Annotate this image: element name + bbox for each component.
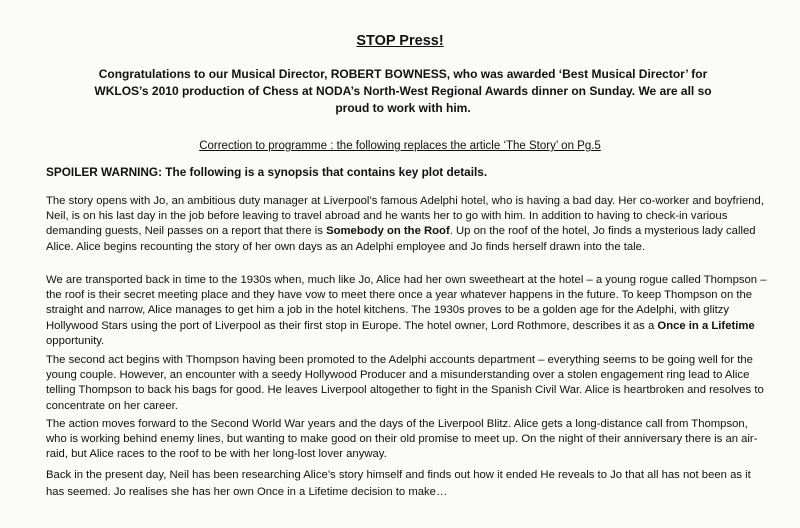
synopsis-paragraph-5: Back in the present day, Neil has been researching Alice’s story himself and finds out how it ended He reveals to Jo that all has not been as it has seemed. Jo realises she has her own Once in a Lifetime decision to make… [46, 469, 751, 498]
correction-notice: Correction to programme : the following replaces the article ‘The Story’ on Pg.5 [199, 140, 601, 152]
synopsis-paragraph-2 [46, 273, 770, 349]
bold-song-title: Somebody on the Roof [326, 225, 450, 238]
announcement-text: Congratulations to our Musical Director, ROBERT BOWNESS, who was awarded ‘Best Musical Director’ for WKLOS’s 2010 production of Chess at NODA’s North-West Regional Awards dinner on Sunday. We are all so proud to work with him. [94, 67, 712, 115]
page-title: STOP Press! [356, 33, 444, 49]
synopsis-paragraph-3: The second act begins with Thompson having been promoted to the Adelphi accounts department – everything seems to be going well for the young couple. However, an encounter with a seedy Hollywood Producer and a misunderstanding over a stolen engagement ring lead to Alice telling Thompson to back his bags for good. He leaves Liverpool altogether to fight in the Spanish Civil War. Alice is heartbroken and resolves to concentrate on her career. [46, 354, 764, 412]
bold-song-title: Once in a Lifetime [657, 319, 755, 332]
spoiler-warning: SPOILER WARNING: The following is a synopsis that contains key plot details. [46, 165, 488, 179]
synopsis-paragraph-4: The action moves forward to the Second World War years and the days of the Liverpool Blitz. Alice gets a long-distance call from Thompson, who is working behind enemy lines, but wanting to make good on their old promise to meet up. On the night of their anniversary there is an air-raid, but Alice races to the roof to be with her long-lost lover anyway. [46, 418, 758, 461]
synopsis-paragraph-1 [46, 194, 770, 255]
paragraph-text: opportunity. [46, 334, 105, 347]
paragraph-text: We are transported back in time to the 1930s when, much like Jo, Alice had her own sweetheart at the hotel – a young rogue called Thompson – the roof is their secret meeting place and they have vow to meet there once a year whatever happens in the future. To keep Thompson on the straight and narrow, Alice manages to get him a job in the hotel kitchens. The 1930s proves to be a golden age for the Adelphi, with glitzy Hollywood Stars using the port of Liverpool as their first stop in Europe. The hotel owner, Lord Rothmore, describes it as a [46, 274, 767, 332]
paragraph-text: . Up on the roof of the hotel, Jo finds a mysterious lady called Alice. Alice begins recounting the story of her own days as an Adelphi employee and Jo finds herself drawn into the tale. [46, 225, 756, 253]
paragraph-text: The story opens with Jo, an ambitious duty manager at Liverpool’s famous Adelphi hotel, who is having a bad day. Her co-worker and boyfriend, Neil, is on his last day in the job before leaving to travel abroad and he wants her to go with him. In addition to having to check-in various demanding guests, Neil passes on a report that there is [46, 195, 764, 238]
